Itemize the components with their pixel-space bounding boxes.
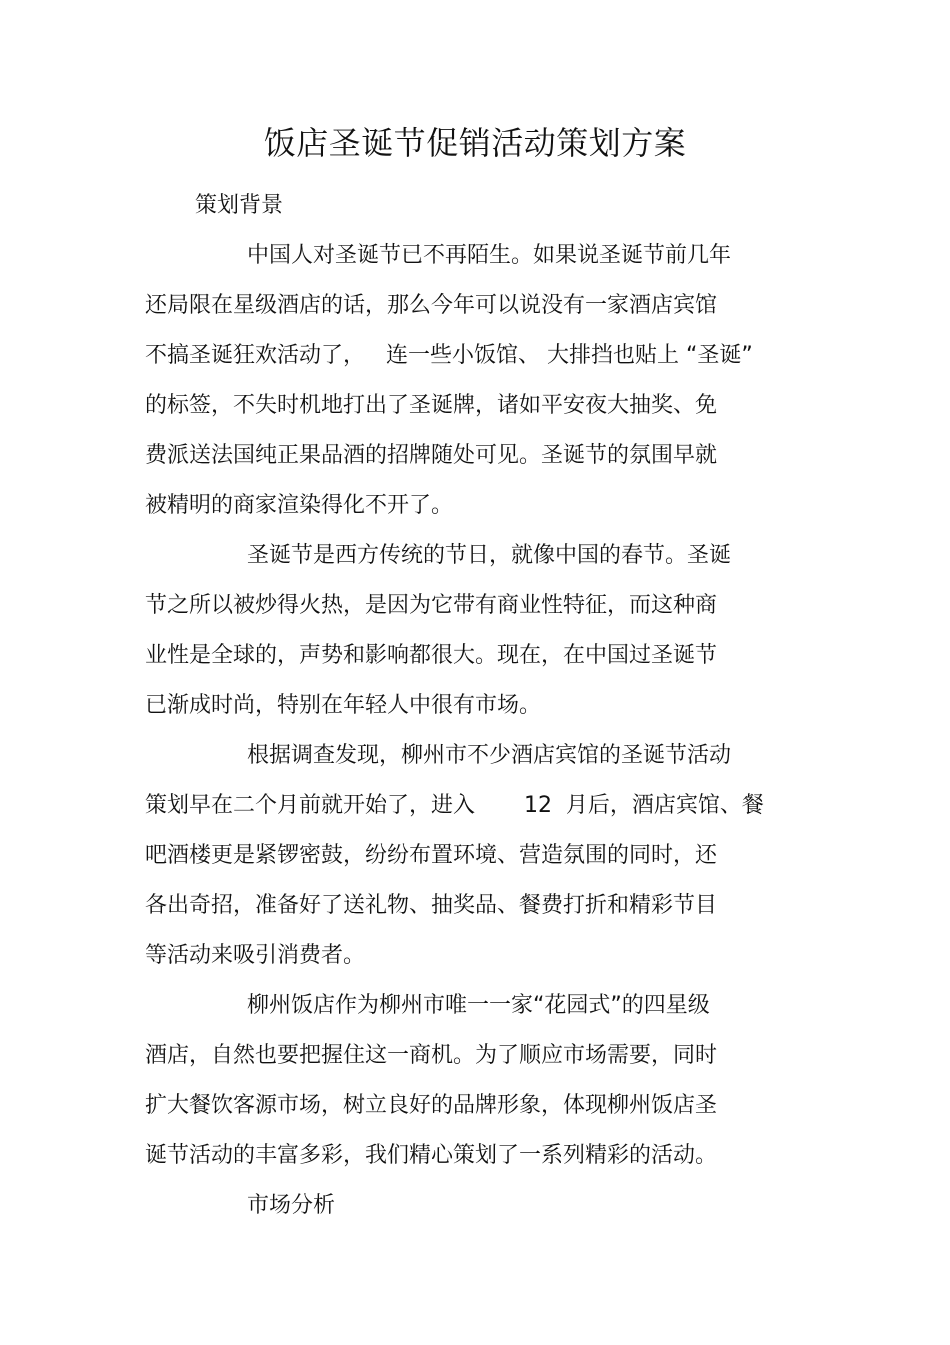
paragraph-line: 等活动来吸引消费者。 [145, 943, 366, 968]
paragraph-line: 策划早在二个月前就开始了，进入 12 月后，酒店宾馆、餐 [145, 793, 764, 818]
paragraph-line: 已渐成时尚，特别在年轻人中很有市场。 [145, 693, 542, 718]
paragraph-line: 业性是全球的，声势和影响都很大。现在，在中国过圣诞节 [145, 643, 718, 668]
paragraph-line: 节之所以被炒得火热，是因为它带有商业性特征，而这种商 [145, 593, 718, 618]
paragraph-line: 吧酒楼更是紧锣密鼓，纷纷布置环境、营造氛围的同时，还 [145, 843, 718, 868]
paragraph-line: 各出奇招，准备好了送礼物、抽奖品、餐费打折和精彩节目 [145, 893, 718, 918]
paragraph-line: 根据调查发现，柳州市不少酒店宾馆的圣诞节活动 [247, 743, 732, 768]
paragraph-line: 不搞圣诞狂欢活动了， 连一些小饭馆、 大排挡也贴上 “圣诞” [145, 343, 753, 368]
paragraph-line: 柳州饭店作为柳州市唯一一家“花园式”的四星级 [247, 993, 710, 1018]
section-heading-market-analysis: 市场分析 [247, 1193, 336, 1218]
paragraph-line: 中国人对圣诞节已不再陌生。如果说圣诞节前几年 [247, 243, 732, 268]
section-heading-background: 策划背景 [195, 193, 284, 218]
paragraph-line: 酒店，自然也要把握住这一商机。为了顺应市场需要，同时 [145, 1043, 718, 1068]
paragraph-line: 圣诞节是西方传统的节日，就像中国的春节。圣诞 [247, 543, 732, 568]
paragraph-line: 的标签，不失时机地打出了圣诞牌，诸如平安夜大抽奖、免 [145, 393, 718, 418]
paragraph-line: 费派送法国纯正果品酒的招牌随处可见。圣诞节的氛围早就 [145, 443, 718, 468]
document-title: 饭店圣诞节促销活动策划方案 [263, 124, 687, 162]
paragraph-line: 扩大餐饮客源市场，树立良好的品牌形象，体现柳州饭店圣 [145, 1093, 718, 1118]
paragraph-line: 诞节活动的丰富多彩，我们精心策划了一系列精彩的活动。 [145, 1143, 718, 1168]
paragraph-line: 被精明的商家渲染得化不开了。 [145, 493, 454, 518]
paragraph-line: 还局限在星级酒店的话，那么今年可以说没有一家酒店宾馆 [145, 293, 718, 318]
